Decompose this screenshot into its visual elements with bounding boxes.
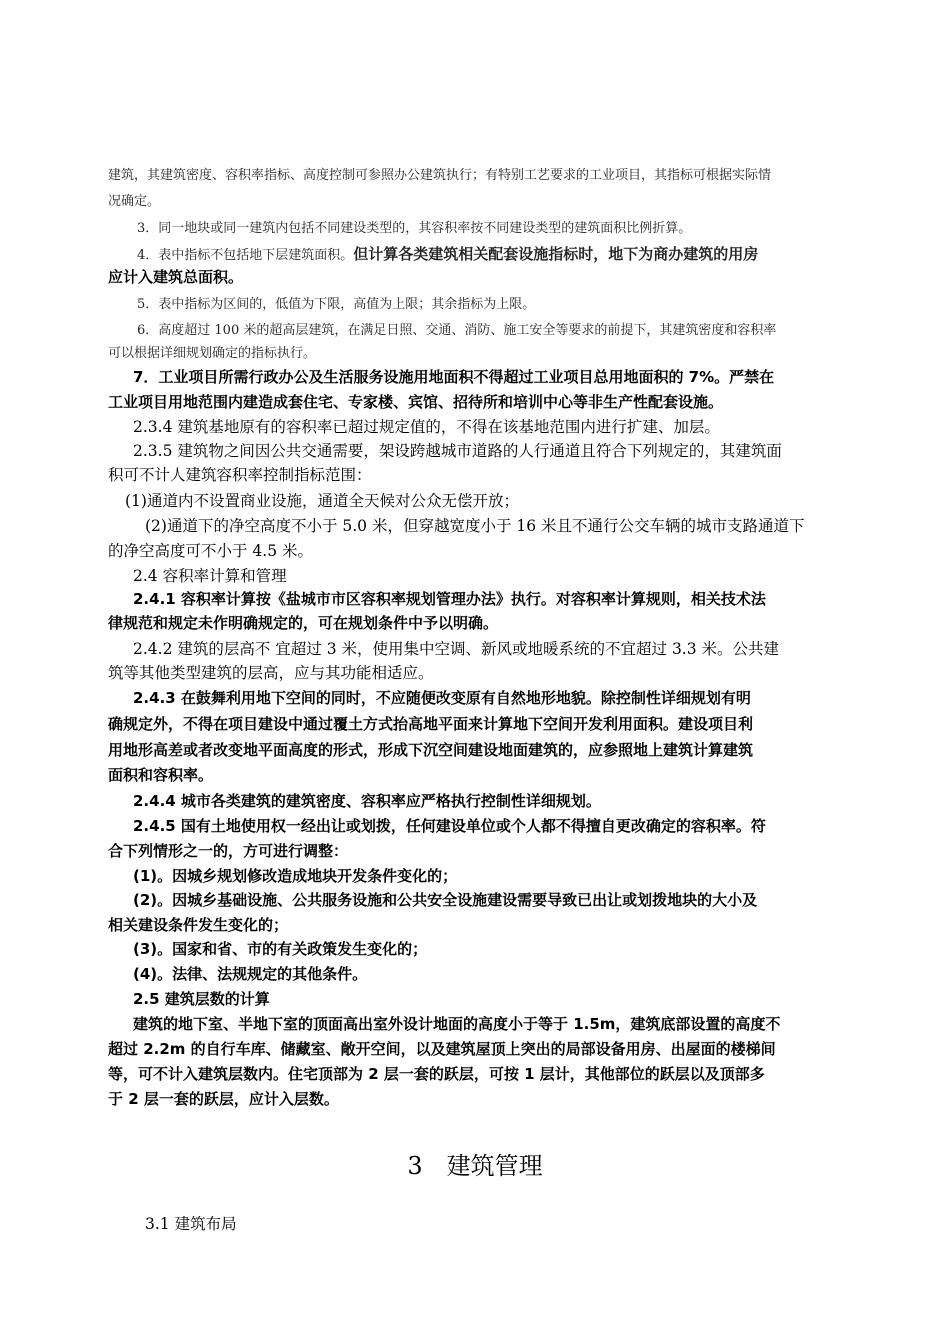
bold-line: 2.4.4 城市各类建筑的建筑密度、容积率应严格执行控制性详细规划。	[133, 792, 601, 810]
list-item: (1)。因城乡规划修改造成地块开发条件变化的；	[133, 867, 458, 885]
section-heading: 2.5 建筑层数的计算	[133, 990, 270, 1008]
bold-line: 2.4.5 国有土地使用权一经出让或划拨，任何建设单位或个人都不得擅自更改确定的容积率。符	[133, 817, 766, 835]
body-line: 2.4.2 建筑的层高不 宜超过 3 米，使用集中空调、新风或地暖系统的不宜超过 3.3 米。公共建	[133, 640, 780, 658]
note-line: 建筑，其建筑密度、容积率指标、高度控制可参照办公建筑执行；有特别工艺要求的工业项目，其指标可根据实际情	[108, 168, 772, 183]
body-line: 2.3.5 建筑物之间因公共交通需要，架设跨越城市道路的人行通道且符合下列规定的，其建筑面	[133, 442, 782, 460]
bold-line: 合下列情形之一的，方可进行调整：	[108, 842, 349, 860]
list-item: (2)。因城乡基础设施、公共服务设施和公共安全设施建设需要导致已出让或划拨地块的大小及	[133, 891, 758, 909]
note-line: 6．高度超过 100 米的超高层建筑，在满足日照、交通、消防、施工安全等要求的前提下，其建筑密度和容积率	[137, 323, 777, 338]
body-line: 积可不计人建筑容积率控制指标范围：	[108, 466, 372, 484]
bold-line: 确规定外，不得在项目建设中通过覆土方式抬高地平面来计算地下空间开发利用面积。建设项目利	[108, 715, 754, 733]
body-line: 筑等其他类型建筑的层高，应与其功能相适应。	[108, 664, 434, 682]
bold-line: 超过 2.2m 的自行车库、储藏室、敞开空间，以及建筑屋顶上突出的局部设备用房、出屋面的楼梯间	[108, 1040, 776, 1058]
section-heading: 3.1 建筑布局	[145, 1215, 237, 1233]
note-line: 可以根据详细规划确定的指标执行。	[108, 346, 317, 361]
bold-line: 2.4.3 在鼓舞利用地下空间的同时，不应随便改变原有自然地形地貌。除控制性详细规划有明	[133, 689, 751, 707]
bold-line: 等，可不计入建筑层数内。住宅顶部为 2 层一套的跃层，可按 1 层计，其他部位的跃层以及顶部多	[108, 1065, 765, 1083]
list-item: 相关建设条件发生变化的；	[108, 916, 289, 934]
bold-line: 7．工业项目所需行政办公及生活服务设施用地面积不得超过工业项目总用地面积的 7%。严禁在	[133, 368, 775, 386]
list-item: (4)。法律、法规规定的其他条件。	[133, 965, 368, 983]
bold-line: 用地形高差或者改变地平面高度的形式，形成下沉空间建设地面建筑的，应参照地上建筑计算建筑	[108, 741, 754, 759]
note-line	[137, 243, 758, 264]
chapter-title	[0, 1146, 950, 1181]
note-line: 3．同一地块或同一建筑内包括不同建设类型的，其容积率按不同建设类型的建筑面积比例折算。	[137, 221, 692, 236]
bold-line: 面积和容积率。	[108, 766, 214, 784]
bold-line: 2.4.1 容积率计算按《盐城市市区容积率规划管理办法》执行。对容积率计算规则，相关技术法	[133, 590, 766, 608]
note-text: 4．表中指标不包括地下层建筑面积。	[137, 248, 354, 263]
bold-line: 律规范和规定未作明确规定的，可在规划条件中予以明确。	[108, 614, 499, 632]
body-line: (1)通道内不设置商业设施，通道全天候对公众无偿开放；	[125, 492, 519, 510]
note-line: 况确定。	[108, 194, 161, 209]
section-heading: 2.4 容积率计算和管理	[133, 567, 287, 585]
body-line: 2.3.4 建筑基地原有的容积率已超过规定值的，不得在该基地范围内进行扩建、加层。	[133, 418, 720, 436]
bold-line: 工业项目用地范围内建造成套住宅、专家楼、宾馆、招待所和培训中心等非生产性配套设施。	[108, 393, 724, 411]
chapter-name: 建筑管理	[446, 1152, 543, 1180]
chapter-number: 3	[407, 1152, 423, 1180]
bold-line: 应计入建筑总面积。	[108, 268, 244, 286]
body-line: 的净空高度可不小于 4.5 米。	[108, 542, 314, 560]
bold-line: 建筑的地下室、半地下室的顶面高出室外设计地面的高度小于等于 1.5m，建筑底部设置的高度不	[133, 1015, 781, 1033]
note-line: 5．表中指标为区间的，低值为下限，高值为上限；其余指标为上限。	[137, 297, 536, 312]
list-item: (3)。国家和省、市的有关政策发生变化的；	[133, 940, 428, 958]
bold-line: 于 2 层一套的跃层，应计入层数。	[108, 1090, 339, 1108]
note-emphasis: 但计算各类建筑相关配套设施指标时，地下为商办建筑的用房	[353, 245, 759, 263]
body-line: (2)通道下的净空高度不小于 5.0 米，但穿越宽度小于 16 米且不通行公交车辆的城市支路通道下	[145, 517, 805, 535]
